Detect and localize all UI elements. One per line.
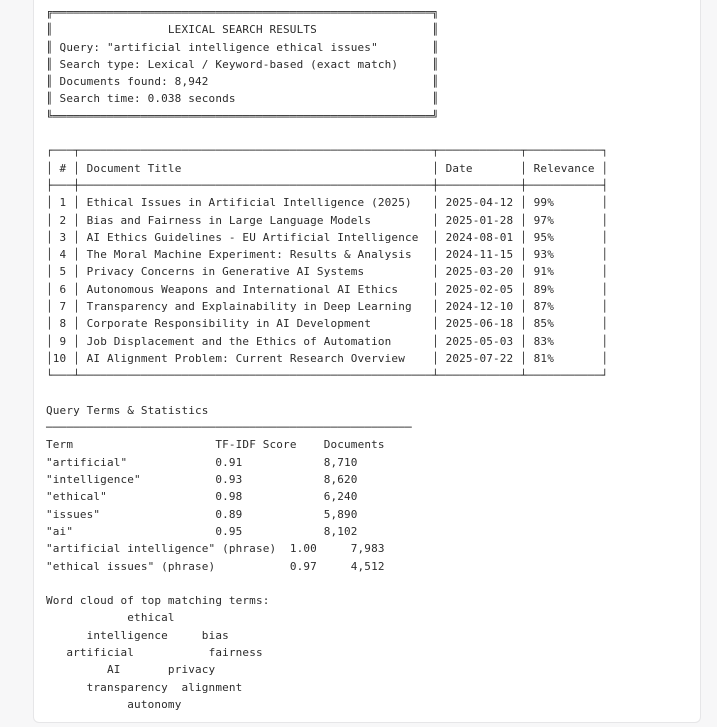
- term-score: 0.89: [215, 507, 324, 521]
- result-relevance: 93%: [533, 248, 602, 262]
- term-docs: 4,512: [350, 559, 385, 573]
- cloud-word-autonomy: autonomy: [127, 697, 182, 711]
- cloud-word-fairness: fairness: [208, 645, 263, 659]
- cloud-word-bias: bias: [201, 628, 229, 642]
- cloud-word-intelligence: intelligence: [86, 628, 168, 642]
- result-date: 2025-01-28: [445, 213, 521, 227]
- col-header-date: Date: [445, 161, 521, 175]
- term-name: "ai": [46, 524, 216, 538]
- term-docs: 8,620: [323, 473, 358, 487]
- result-num: 8: [52, 317, 74, 331]
- result-relevance: 89%: [533, 282, 602, 296]
- cloud-word-privacy: privacy: [167, 663, 216, 677]
- term-name: "intelligence": [46, 473, 216, 487]
- col-header-relevance: Relevance: [533, 161, 602, 175]
- term-score: 1.00: [289, 542, 351, 556]
- result-title: AI Alignment Problem: Current Research Overview: [86, 351, 433, 365]
- result-date: 2025-04-12: [445, 196, 521, 210]
- result-relevance: 91%: [533, 265, 602, 279]
- term-score: 0.95: [215, 524, 324, 538]
- term-name: "issues": [46, 507, 216, 521]
- term-docs: 6,240: [323, 490, 358, 504]
- cloud-word-transparency: transparency: [86, 680, 168, 694]
- cloud-word-artificial: artificial: [66, 645, 135, 659]
- result-title: Autonomous Weapons and International AI Ethics: [86, 282, 433, 296]
- cloud-word-alignment: alignment: [181, 680, 243, 694]
- result-relevance: 81%: [533, 351, 602, 365]
- result-date: 2025-05-03: [445, 334, 521, 348]
- result-title: Bias and Fairness in Large Language Models: [86, 213, 433, 227]
- result-row[interactable]: │ 2 │ Bias and Fairness in Large Language Models │ 2025-01-28 │ 97% │: [46, 213, 609, 227]
- search-type-line: Search type: Lexical / Keyword-based (exact match): [59, 57, 399, 71]
- result-row[interactable]: │ 3 │ AI Ethics Guidelines - EU Artificial Intelligence │ 2024-08-01 │ 95% │: [46, 230, 609, 244]
- term-score: 0.91: [215, 455, 324, 469]
- term-name: "artificial intelligence" (phrase): [46, 542, 290, 556]
- result-num: 6: [52, 282, 74, 296]
- query-line: Query: "artificial intelligence ethical issues": [59, 40, 378, 54]
- term-score: 0.97: [289, 559, 351, 573]
- result-row[interactable]: │ 5 │ Privacy Concerns in Generative AI Systems │ 2025-03-20 │ 91% │: [46, 265, 609, 279]
- result-row[interactable]: │ 6 │ Autonomous Weapons and International AI Ethics │ 2025-02-05 │ 89% │: [46, 282, 609, 296]
- col-header-num: #: [52, 161, 74, 175]
- result-title: Corporate Responsibility in AI Development: [86, 317, 433, 331]
- result-title: Transparency and Explainability in Deep Learning: [86, 300, 433, 314]
- term-score: 0.98: [215, 490, 324, 504]
- documents-found-line: Documents found: 8,942: [59, 75, 209, 89]
- term-docs: 5,890: [323, 507, 358, 521]
- result-relevance: 87%: [533, 300, 602, 314]
- result-num: 9: [52, 334, 74, 348]
- result-num: 7: [52, 300, 74, 314]
- result-title: AI Ethics Guidelines - EU Artificial Intelligence: [86, 230, 433, 244]
- result-date: 2025-06-18: [445, 317, 521, 331]
- result-title: Privacy Concerns in Generative AI Systems: [86, 265, 433, 279]
- cloud-word-ethical: ethical: [127, 611, 175, 625]
- result-row[interactable]: │ 7 │ Transparency and Explainability in Deep Learning │ 2024-12-10 │ 87% │: [46, 300, 609, 314]
- query-terms-heading: Query Terms & Statistics: [46, 403, 209, 417]
- result-date: 2024-08-01: [445, 230, 521, 244]
- result-relevance: 99%: [533, 196, 602, 210]
- result-num: 3: [52, 230, 74, 244]
- term-name: "artificial": [46, 455, 216, 469]
- result-row[interactable]: │ 1 │ Ethical Issues in Artificial Intelligence (2025) │ 2025-04-12 │ 99% │: [46, 196, 609, 210]
- result-num: 1: [52, 196, 74, 210]
- word-cloud-heading: Word cloud of top matching terms:: [46, 594, 270, 608]
- result-title: Ethical Issues in Artificial Intelligence (2025): [86, 196, 433, 210]
- term-name: "ethical": [46, 490, 216, 504]
- term-docs: 7,983: [350, 542, 385, 556]
- result-relevance: 97%: [533, 213, 602, 227]
- result-num: 4: [52, 248, 74, 262]
- score-col-header: TF-IDF Score: [215, 438, 324, 452]
- term-name: "ethical issues" (phrase): [46, 559, 290, 573]
- result-relevance: 85%: [533, 317, 602, 331]
- result-row[interactable]: │10 │ AI Alignment Problem: Current Research Overview │ 2025-07-22 │ 81% │: [46, 351, 609, 365]
- result-title: Job Displacement and the Ethics of Automation: [86, 334, 433, 348]
- result-date: 2025-07-22: [445, 351, 521, 365]
- search-time-line: Search time: 0.038 seconds: [59, 92, 236, 106]
- cloud-word-ai: AI: [106, 663, 121, 677]
- result-date: 2025-03-20: [445, 265, 521, 279]
- terminal-output: ╔════════════════════════════════════════════════════════╗ ║ LEXICAL SEARCH RESULTS ║ ║ Query: "artificial intelligence ethical issues" ║ ║ Search type: Lexical / Keyword-based (exact match) ║ ║ Documents found: 8,942 ║ ║ Search time: 0.038 seconds ║ ╚════════════════════════════════════════════════════════╝ ┌───┬────────────────────────────────────────────────────┬────────────┬───────────┐ │ # │ Document Title │ Date │ Relevance │ ├───┼────────────────────────────────────────────────────┼────────────┼───────────┤ │ 1 │ Ethical Issues in Artificial Intelligence (2025) │ 2025-04-12 │ 99% │ │ 2 │ Bias and Fairness in Large Language Models │ 2025-01-28 │ 97% │ │ 3 │ AI Ethics Guidelines - EU Artificial Intelligence │ 2024-08-01 │ 95% │ │ 4 │ The Moral Machine Experiment: Results & Analysis │ 2024-11-15 │ 93% │ │ 5 │ Privacy Concerns in Generative AI Systems │ 2025-03-20 │ 91% │ │ 6 │ Autonomous Weapons and International AI Ethics │ 2025-02-05 │ 89% │ │ 7 │ Transparency and Explainability in Deep Learning │ 2024-12-10 │ 87% │ │ 8 │ Corporate Responsibility in AI Development │ 2025-06-18 │ 85% │ │ 9 │ Job Displacement and the Ethics of Automation │ 2025-05-03 │ 83% │ │10 │ AI Alignment Problem: Current Research Overview │ 2025-07-22 │ 81% │ └───┴────────────────────────────────────────────────────┴────────────┴───────────┘ Query Terms & Statistics ────────────────────────────────────────────────────── Term TF-IDF Score Documents "artificial" 0.91 8,710 "intelligence" 0.93 8,620 "ethical" 0.98 6,240 "issues" 0.89 5,890 "ai" 0.95 8,102 "artificial intelligence" (phrase) 1.00 7,983 "ethical issues" (phrase) 0.97 4,512 Word cloud of top matching terms: ethical intelligence bias artificial fairness AI privacy transparency alignment autonomy: [46, 6, 609, 711]
- result-row[interactable]: │ 8 │ Corporate Responsibility in AI Development │ 2025-06-18 │ 85% │: [46, 317, 609, 331]
- result-date: 2024-11-15: [445, 248, 521, 262]
- result-date: 2025-02-05: [445, 282, 521, 296]
- result-num: 2: [52, 213, 74, 227]
- term-col-header: Term: [46, 438, 216, 452]
- term-docs: 8,102: [323, 524, 358, 538]
- term-score: 0.93: [215, 473, 324, 487]
- results-title: LEXICAL SEARCH RESULTS: [167, 23, 317, 37]
- result-num: 5: [52, 265, 74, 279]
- result-num: 10: [52, 351, 74, 365]
- term-docs: 8,710: [323, 455, 358, 469]
- result-relevance: 95%: [533, 230, 602, 244]
- result-title: The Moral Machine Experiment: Results & Analysis: [86, 248, 433, 262]
- result-relevance: 83%: [533, 334, 602, 348]
- col-header-title: Document Title: [86, 161, 433, 175]
- docs-col-header: Documents: [323, 438, 385, 452]
- result-date: 2024-12-10: [445, 300, 521, 314]
- result-row[interactable]: │ 4 │ The Moral Machine Experiment: Results & Analysis │ 2024-11-15 │ 93% │: [46, 248, 609, 262]
- result-row[interactable]: │ 9 │ Job Displacement and the Ethics of Automation │ 2025-05-03 │ 83% │: [46, 334, 609, 348]
